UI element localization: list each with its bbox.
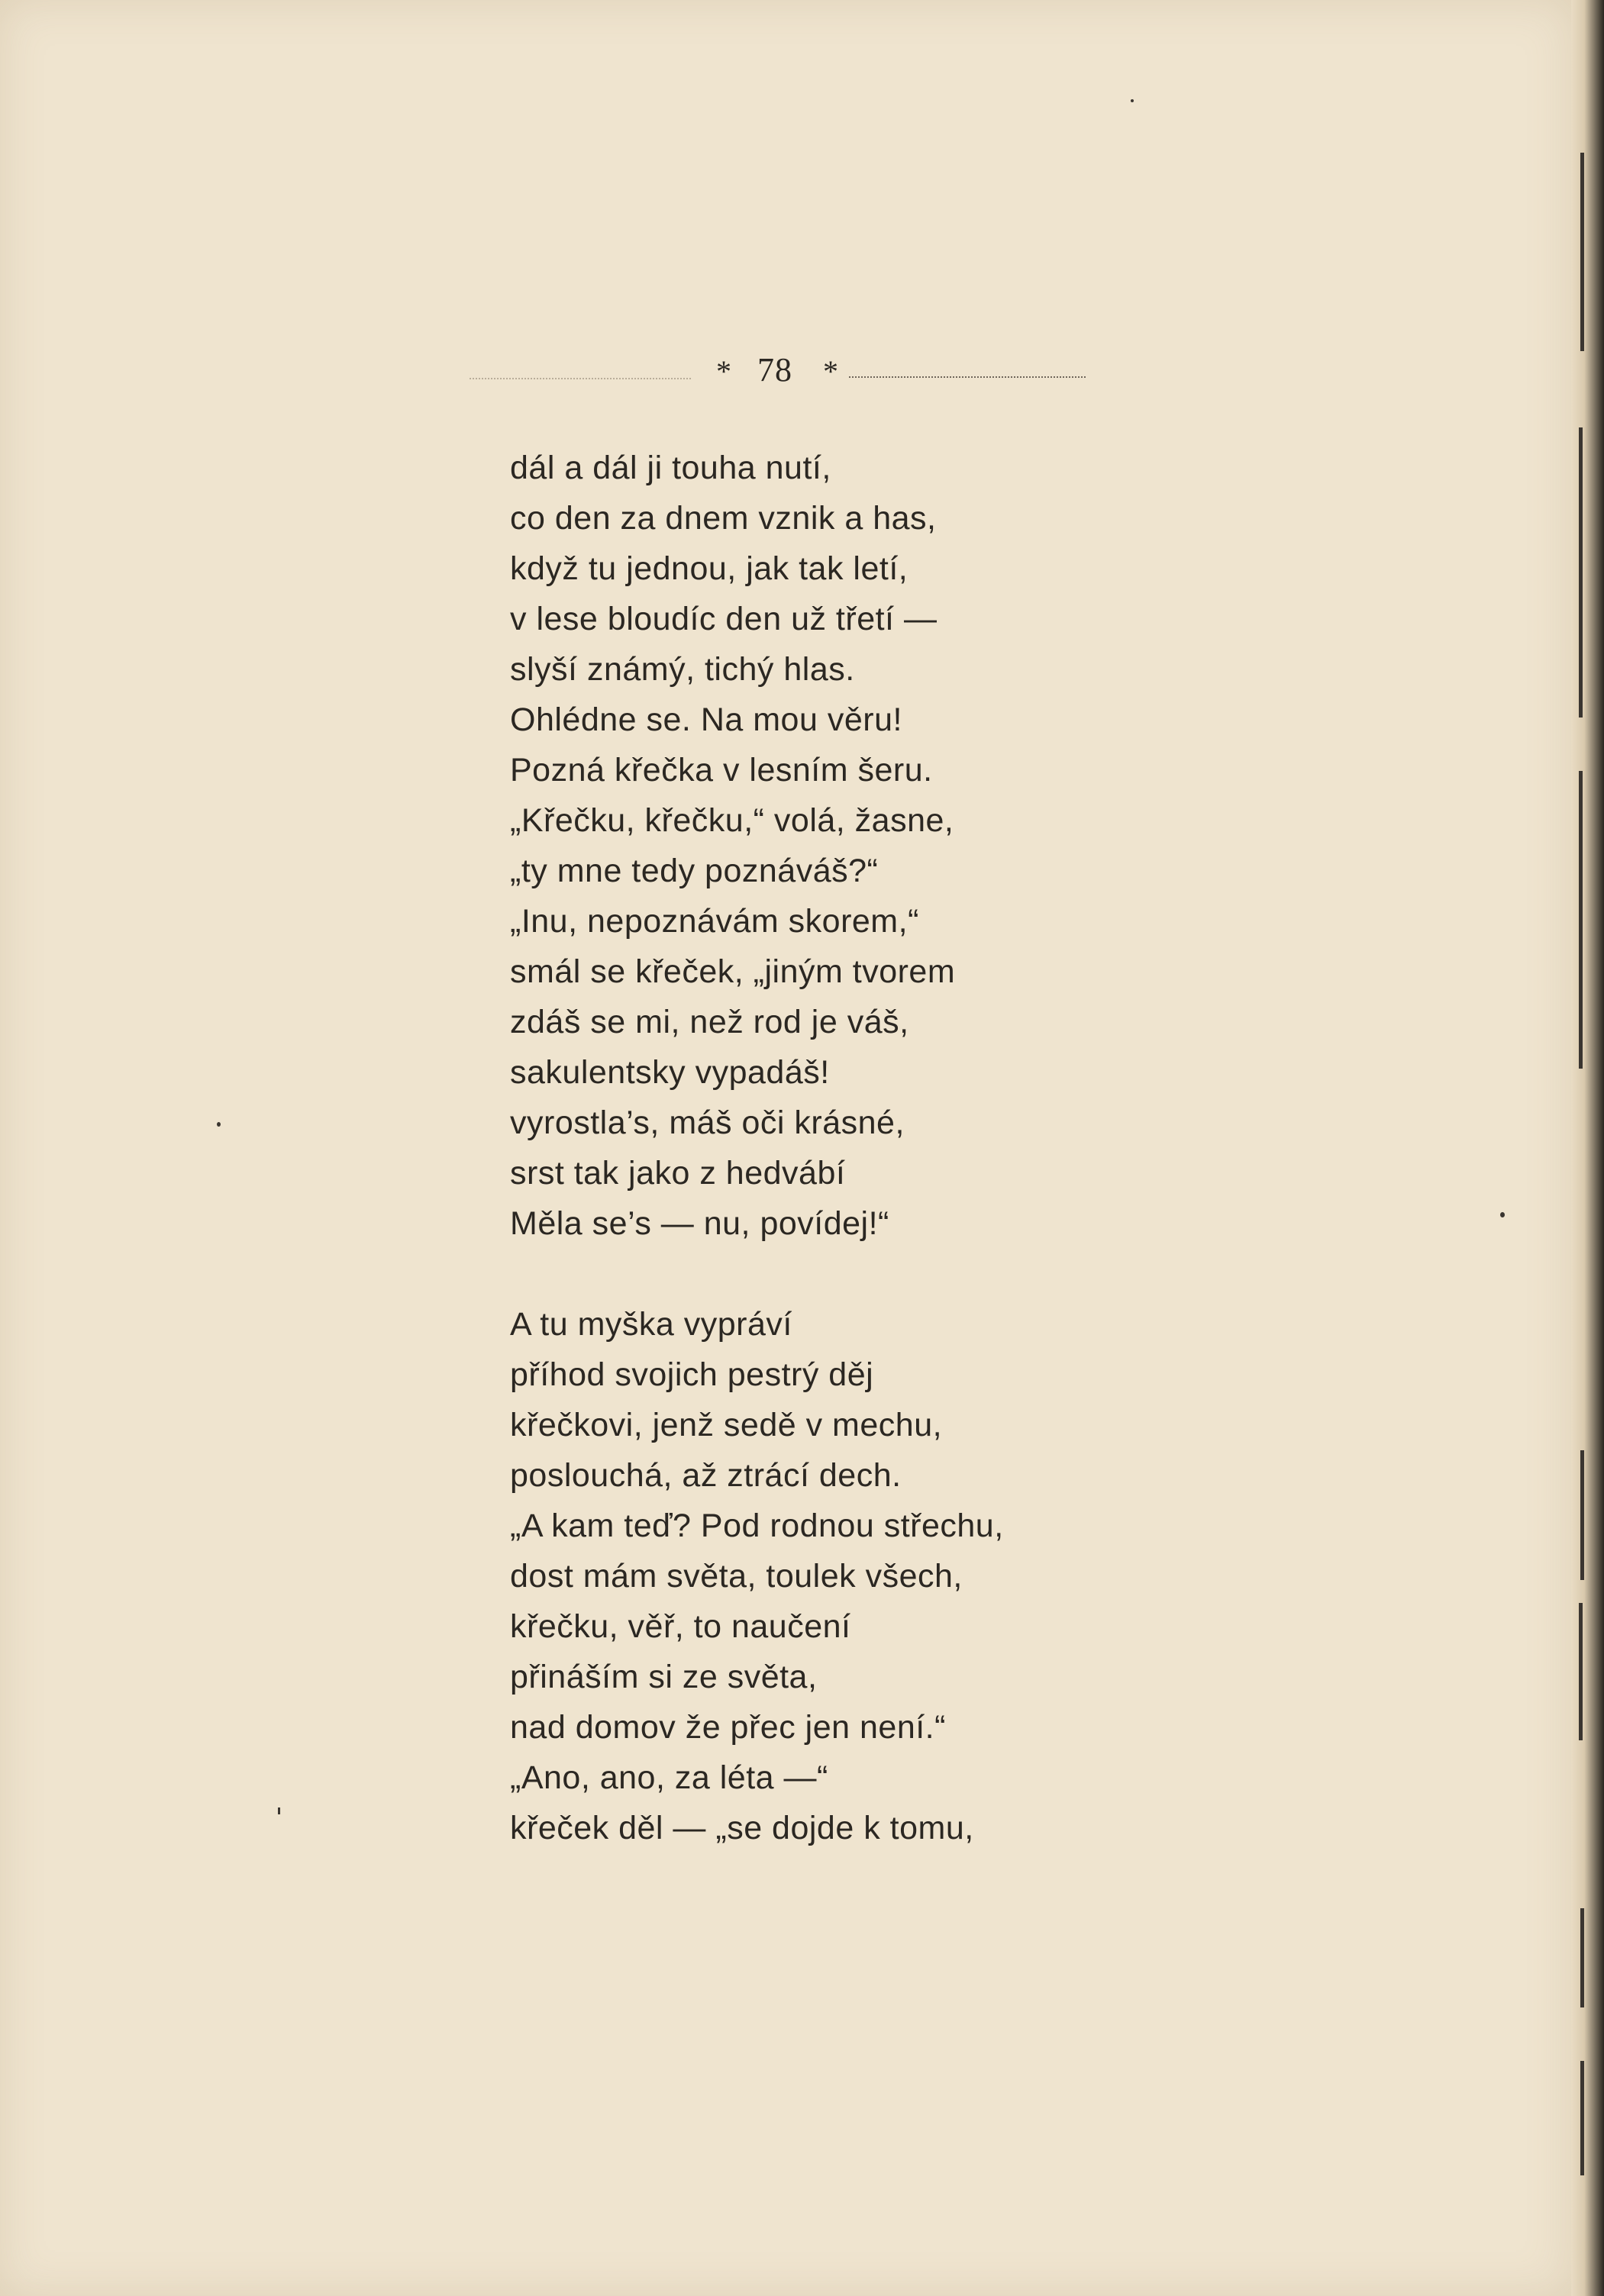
binding-thread xyxy=(1580,1450,1584,1580)
poem-line: Ohlédne se. Na mou věru! xyxy=(510,701,902,738)
binding-thread xyxy=(1579,427,1583,718)
binding-thread xyxy=(1580,1908,1584,2007)
dust-speck xyxy=(1131,99,1134,102)
poem-line: „Ano, ano, za léta —“ xyxy=(510,1759,828,1796)
poem-line: Měla se’s — nu, povídej!“ xyxy=(510,1205,889,1242)
poem-text xyxy=(510,443,1004,1853)
poem-line: dost mám světa, toulek všech, xyxy=(510,1558,963,1595)
page-number: 78 xyxy=(757,351,792,389)
poem-line: v lese bloudíc den už třetí — xyxy=(510,601,938,637)
stanza xyxy=(510,443,1004,1249)
poem-line: dál a dál ji touha nutí, xyxy=(510,450,831,486)
asterisk-right: * xyxy=(823,354,838,389)
poem-line: co den za dnem vznik a has, xyxy=(510,500,937,537)
binding-thread xyxy=(1580,2061,1584,2175)
poem-line: „Křečku, křečku,“ volá, žasne, xyxy=(510,802,954,839)
poem-line: křečkovi, jenž sedě v mechu, xyxy=(510,1407,943,1443)
poem-line: „ty mne tedy poznáváš?“ xyxy=(510,853,879,889)
poem-line: zdáš se mi, než rod je váš, xyxy=(510,1004,909,1040)
poem-line: Pozná křečka v lesním šeru. xyxy=(510,752,933,788)
poem-line: když tu jednou, jak tak letí, xyxy=(510,550,909,587)
poem-line: „A kam teď? Pod rodnou střechu, xyxy=(510,1508,1004,1544)
poem-line: poslouchá, až ztrácí dech. xyxy=(510,1457,902,1494)
binding-thread xyxy=(1579,771,1583,1069)
page-edge xyxy=(1571,0,1604,2296)
poem-line: vyrostla’s, máš oči krásné, xyxy=(510,1104,905,1141)
asterisk-left: * xyxy=(716,354,731,389)
poem-line: příhod svojich pestrý děj xyxy=(510,1356,874,1393)
poem-line: srst tak jako z hedvábí xyxy=(510,1155,846,1192)
poem-line: nad domov že přec jen není.“ xyxy=(510,1709,946,1746)
running-head-rule-left xyxy=(470,378,691,379)
poem-line: „Inu, nepoznávám skorem,“ xyxy=(510,903,919,940)
binding-thread xyxy=(1580,153,1584,351)
dust-speck xyxy=(217,1122,221,1127)
poem-line: A tu myška vypráví xyxy=(510,1306,792,1343)
binding-thread xyxy=(1579,1603,1583,1740)
poem-line: křečku, věř, to naučení xyxy=(510,1608,851,1645)
poem-line: smál se křeček, „jiným tvorem xyxy=(510,953,956,990)
poem-line: sakulentsky vypadáš! xyxy=(510,1054,830,1091)
poem-line: křeček děl — „se dojde k tomu, xyxy=(510,1810,974,1846)
dust-speck xyxy=(1500,1212,1505,1217)
poem-line: přináším si ze světa, xyxy=(510,1659,818,1695)
dust-speck xyxy=(278,1807,280,1814)
poem-line: slyší známý, tichý hlas. xyxy=(510,651,855,688)
running-head xyxy=(458,347,1092,401)
stanza xyxy=(510,1299,1004,1853)
running-head-rule-right xyxy=(849,376,1086,378)
